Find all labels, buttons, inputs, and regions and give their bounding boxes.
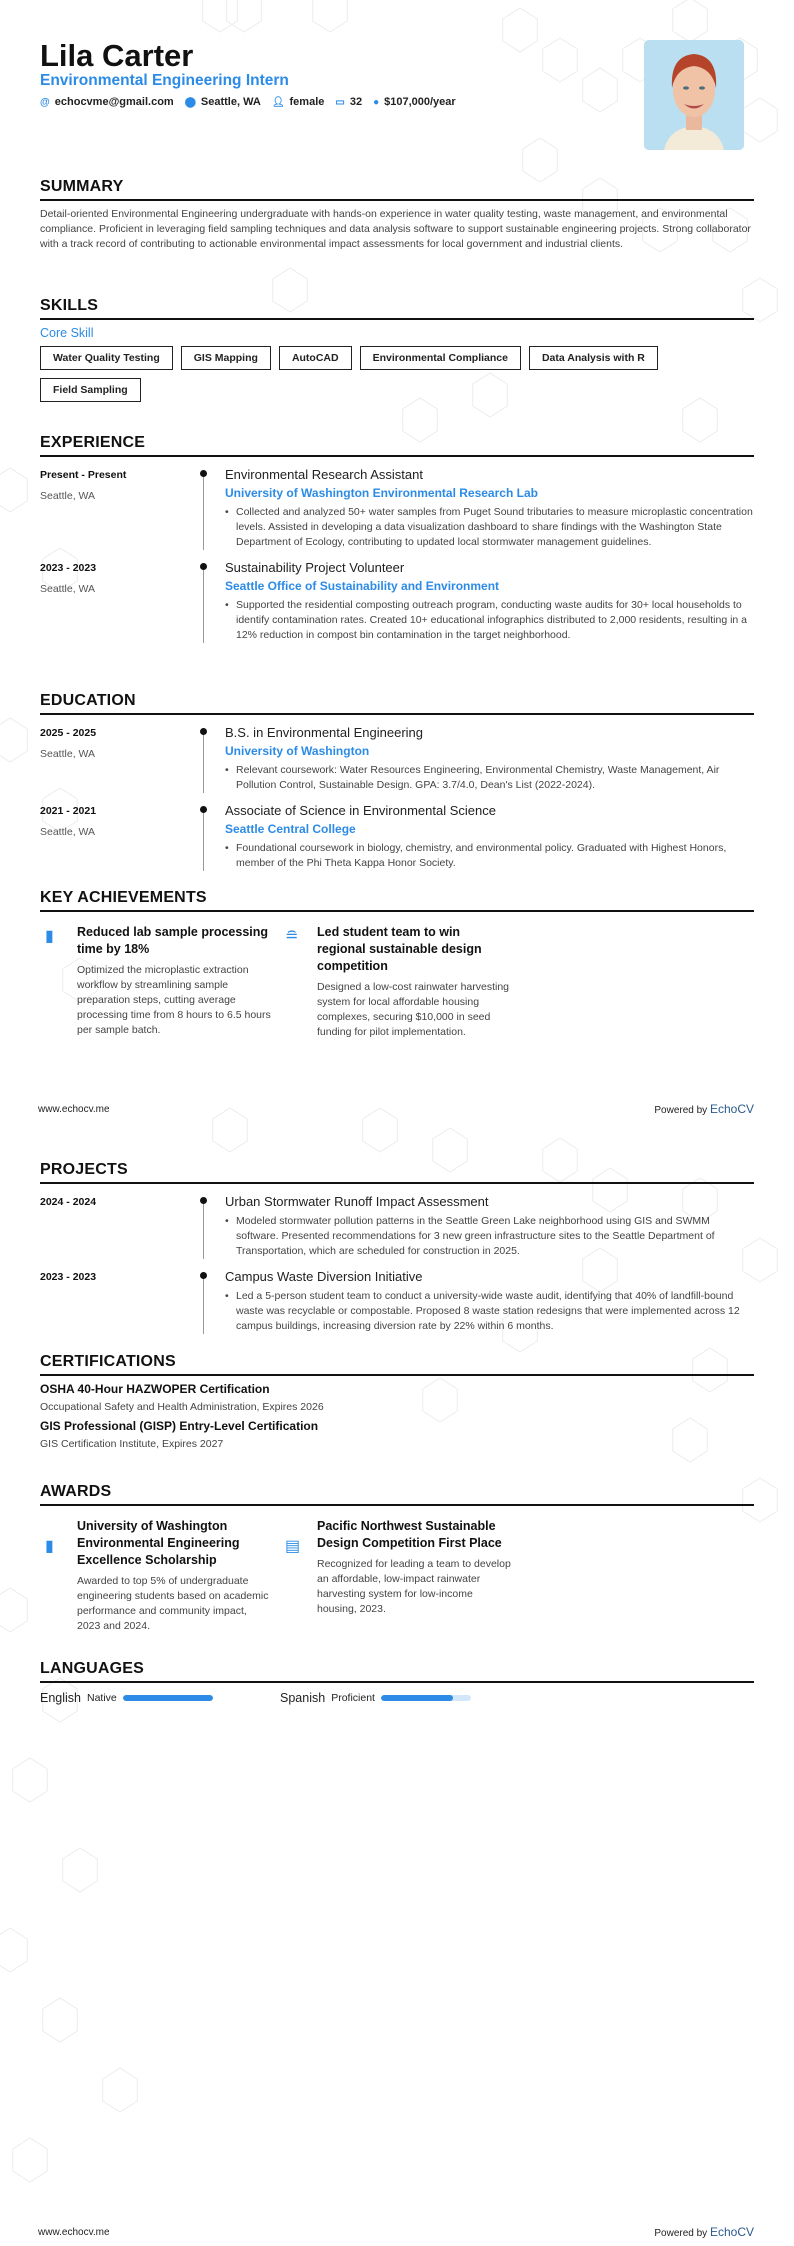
hexagon-decoration — [227, 0, 262, 32]
entry-location: Seattle, WA — [40, 748, 96, 760]
salary: ● $107,000/year — [373, 96, 456, 108]
job-title: Environmental Engineering Intern — [40, 72, 289, 89]
summary-text: Detail-oriented Environmental Engineering undergraduate with hands-on experience in water quality testing, waste management, and environmental compliance. Proficient in leveraging field sampling techniques and data analysis software to support sustainable engineering projects. Strong collaborator with a track record of contributing to actionable environmental impact assessments for local government and industrial clients. — [40, 208, 751, 250]
footer-site-link[interactable]: www.echocv.me — [38, 2227, 110, 2238]
experience-entry — [40, 467, 754, 550]
achievement-desc: Optimized the microplastic extraction workflow by streamlining sample preparation steps, cutting average processing time from 8 hours to 6.5 hours per sample batch. — [77, 964, 271, 1036]
summary-section — [40, 178, 754, 252]
awards-section — [40, 1483, 754, 1634]
achievement-title: Led student team to win regional sustainable design competition — [317, 925, 482, 973]
email[interactable]: @ echocvme@gmail.com — [40, 96, 174, 108]
skill-chip: GIS Mapping — [181, 346, 271, 370]
hexagon-decoration — [103, 2068, 138, 2112]
section-heading: EDUCATION — [40, 692, 754, 715]
proficiency-bar — [123, 1695, 213, 1701]
timeline-dot — [200, 1197, 207, 1204]
language-name: English — [40, 1691, 81, 1705]
hexagon-decoration — [0, 1588, 27, 1632]
achievement-title: Reduced lab sample processing time by 18% — [77, 925, 269, 956]
entry-school: Seattle Central College — [225, 822, 356, 836]
experience-section — [40, 434, 754, 643]
hexagon-decoration — [0, 718, 27, 762]
timeline-line — [203, 1198, 204, 1259]
award-title: Pacific Northwest Sustainable Design Competition First Place — [317, 1519, 502, 1550]
skill-group-label: Core Skill — [40, 326, 94, 340]
hexagon-decoration — [63, 1848, 98, 1892]
file-icon: ▮ — [45, 1538, 54, 1555]
skill-chip: Water Quality Testing — [40, 346, 173, 370]
skill-chip: Environmental Compliance — [360, 346, 521, 370]
entry-location: Seattle, WA — [40, 490, 96, 502]
entry-location: Seattle, WA — [40, 826, 96, 838]
timeline-dot — [200, 806, 207, 813]
language-item — [280, 1691, 520, 1705]
skill-chip: Data Analysis with R — [529, 346, 658, 370]
section-heading: SUMMARY — [40, 178, 754, 201]
entry-dates: 2021 - 2021 — [40, 805, 97, 817]
skill-chip: Field Sampling — [40, 378, 141, 402]
hexagon-decoration — [203, 0, 238, 32]
hexagon-decoration — [13, 1758, 48, 1802]
language-level: Native — [87, 1692, 117, 1704]
entry-org: University of Washington Environmental Research Lab — [225, 486, 538, 500]
entry-org: Seattle Office of Sustainability and Environment — [225, 579, 500, 593]
skill-chip: AutoCAD — [279, 346, 352, 370]
location-pin-icon: ⬤ — [184, 97, 196, 108]
proficiency-fill — [123, 1695, 213, 1701]
language-name: Spanish — [280, 1691, 326, 1705]
hexagon-decoration — [583, 68, 618, 112]
location: ⬤ Seattle, WA — [184, 96, 261, 108]
hexagon-decoration — [313, 0, 348, 32]
award-desc: Recognized for leading a team to develop an affordable, low-impact rainwater harvesting system for low-income housing, 2023. — [317, 1558, 511, 1615]
entry-bullet: • Led a 5-person student team to conduct a university-wide waste audit, identifying that 40% of landfill-bound waste was recyclable or compostable. Proposed 8 waste station redesigns that were implemented across 12 campus buildings, increasing diversion rate by 22% within 6 months. — [225, 1289, 754, 1334]
cake-icon: ≘ — [285, 928, 299, 945]
section-heading: PROJECTS — [40, 1161, 754, 1184]
timeline-line — [203, 471, 204, 550]
timeline-dot — [200, 470, 207, 477]
timeline-dot — [200, 563, 207, 570]
footer-powered-by: Powered by EchoCV — [654, 1102, 754, 1116]
timeline-line — [203, 807, 204, 871]
entry-bullet: • Foundational coursework in biology, chemistry, and environmental policy. Graduated with Highest Honors, member of the Phi Theta Kappa Honor Society. — [225, 841, 754, 871]
timeline-dot — [200, 728, 207, 735]
footer-site-link[interactable]: www.echocv.me — [38, 1104, 110, 1115]
award-card — [40, 1518, 280, 1634]
brand-logo[interactable]: EchoCV — [709, 2225, 754, 2239]
cert-name: OSHA 40-Hour HAZWOPER Certification — [40, 1382, 270, 1396]
achievement-card — [280, 924, 520, 1040]
archive-icon: ▤ — [285, 1538, 301, 1555]
entry-bullet: • Relevant coursework: Water Resources Engineering, Environmental Chemistry, Waste Management, Air Pollution Control, Sustainable Design. GPA: 3.7/4.0, Dean's List (2022-2024). — [225, 763, 754, 793]
timeline-line — [203, 1273, 204, 1334]
award-desc: Awarded to top 5% of undergraduate engineering students based on academic performance and community impact, 2023 and 2024. — [77, 1575, 269, 1632]
section-heading: LANGUAGES — [40, 1660, 754, 1683]
language-level: Proficient — [331, 1692, 375, 1704]
award-title: University of Washington Environmental Engineering Excellence Scholarship — [77, 1519, 240, 1567]
brand-logo[interactable]: EchoCV — [709, 1102, 754, 1116]
timeline-line — [203, 564, 204, 643]
achievements-section — [40, 889, 754, 1040]
project-name: Campus Waste Diversion Initiative — [225, 1269, 423, 1284]
candidate-name: Lila Carter — [40, 38, 194, 73]
profile-photo — [644, 40, 744, 150]
footer-powered-by: Powered by EchoCV — [654, 2225, 754, 2239]
entry-dates: Present - Present — [40, 469, 127, 481]
hexagon-decoration — [743, 98, 778, 142]
section-heading: EXPERIENCE — [40, 434, 754, 457]
hexagon-decoration — [0, 468, 27, 512]
section-heading: AWARDS — [40, 1483, 754, 1506]
entry-school: University of Washington — [225, 744, 370, 758]
language-item — [40, 1691, 280, 1705]
entry-dates: 2024 - 2024 — [40, 1196, 97, 1208]
cert-detail: Occupational Safety and Health Administration, Expires 2026 — [40, 1401, 324, 1413]
education-entry — [40, 803, 754, 871]
dollar-icon: ● — [373, 97, 380, 108]
achievement-card — [40, 924, 280, 1040]
hexagon-decoration — [13, 2138, 48, 2182]
timeline-dot — [200, 1272, 207, 1279]
document-icon: ▮ — [45, 928, 54, 945]
contact-row — [40, 96, 456, 108]
entry-degree: Associate of Science in Environmental Science — [225, 803, 496, 818]
languages-section — [40, 1660, 754, 1705]
entry-degree: B.S. in Environmental Engineering — [225, 725, 424, 740]
award-card — [280, 1518, 520, 1634]
education-entry — [40, 725, 754, 793]
hexagon-decoration — [503, 8, 538, 52]
proficiency-bar — [381, 1695, 471, 1701]
project-entry — [40, 1269, 754, 1334]
entry-location: Seattle, WA — [40, 583, 96, 595]
achievement-desc: Designed a low-cost rainwater harvesting system for local affordable housing complexes, securing $10,000 in seed funding for pilot implementation. — [317, 981, 510, 1038]
section-heading: KEY ACHIEVEMENTS — [40, 889, 754, 912]
entry-role: Environmental Research Assistant — [225, 467, 423, 482]
hexagon-decoration — [43, 1998, 78, 2042]
entry-role: Sustainability Project Volunteer — [225, 560, 405, 575]
education-section — [40, 692, 754, 871]
entry-bullet: • Modeled stormwater pollution patterns in the Seattle Green Lake neighborhood using GIS and SWMM software. Presented recommendations for 3 new green infrastructure sites to the Seattle Department of Transportation, which are scheduled for construction in 2025. — [225, 1214, 754, 1259]
hexagon-decoration — [213, 1108, 248, 1152]
entry-dates: 2023 - 2023 — [40, 1271, 97, 1283]
calendar-icon: ▭ — [335, 97, 345, 108]
gender: 👤︎ female — [271, 96, 325, 108]
experience-entry — [40, 560, 754, 643]
cert-detail: GIS Certification Institute, Expires 2027 — [40, 1438, 224, 1450]
certifications-section — [40, 1353, 754, 1450]
timeline-line — [203, 729, 204, 793]
hexagon-decoration — [363, 1108, 398, 1152]
proficiency-fill — [381, 1695, 453, 1701]
hexagon-decoration — [0, 1928, 27, 1972]
at-icon: @ — [40, 97, 50, 108]
person-icon: 👤︎ — [271, 97, 285, 108]
entry-dates: 2025 - 2025 — [40, 727, 97, 739]
cert-name: GIS Professional (GISP) Entry-Level Certification — [40, 1419, 319, 1433]
hexagon-decoration — [673, 0, 708, 42]
entry-bullet: • Collected and analyzed 50+ water samples from Puget Sound tributaries to measure microplastic concentration levels. Assisted in developing a data visualization dashboard to share findings with the Washington State Department of Ecology, contributing to updated local stormwater management guidelines. — [225, 505, 754, 550]
project-name: Urban Stormwater Runoff Impact Assessment — [225, 1194, 489, 1209]
hexagon-decoration — [543, 38, 578, 82]
project-entry — [40, 1194, 754, 1259]
projects-section — [40, 1161, 754, 1334]
entry-bullet: • Supported the residential composting outreach program, conducting waste audits for 30+ local households to identify contamination rates. Created 10+ educational infographics distributed to 2,000 residents, resulting in a 12% reduction in compost bin contamination in the target neighborhood. — [225, 598, 754, 643]
age: ▭ 32 — [335, 96, 363, 108]
section-heading: SKILLS — [40, 297, 754, 320]
skills-section — [40, 297, 754, 402]
hexagon-decoration — [523, 138, 558, 182]
section-heading: CERTIFICATIONS — [40, 1353, 754, 1376]
entry-dates: 2023 - 2023 — [40, 562, 97, 574]
